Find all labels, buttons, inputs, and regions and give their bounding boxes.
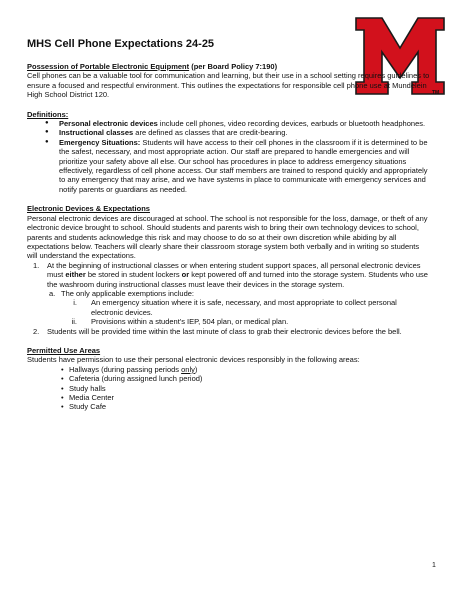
item-text: Provisions within a student's IEP, 504 plan, or medical plan. [91,317,289,327]
definition-text: are defined as classes that are credit-bearing. [133,128,288,138]
permitted-areas-list [27,365,431,412]
list-item [47,128,431,137]
list-item: • Cafeteria (during assigned lunch period) [61,374,431,383]
definition-term: Instructional classes [59,128,134,138]
list-item: • Study Cafe [61,402,431,411]
item-text: At the beginning of instructional classes or when entering student support spaces, all personal electronic devices must [47,260,421,280]
list-item [47,138,431,194]
item-text: The only applicable exemptions include: [61,288,194,298]
document-body [27,62,431,412]
definition-term: Personal electronic devices [59,119,158,129]
item-text: Hallways (during passing periods [69,364,182,374]
definitions-list [27,119,431,194]
definition-text: include cell phones, video recording devices, earbuds or bluetooth headphones. [157,119,426,129]
item-emphasis: only [181,364,195,374]
page-number: 1 [432,562,436,569]
item-text: An emergency situation where it is safe, necessary, and most appropriate to collect personal electronic devices. [91,298,397,317]
item-text: kept powered off and turned into the storage system. Students who use the washroom during instructional classes must leave their devices in the storage system. [47,270,428,289]
list-marker: ii. [71,317,77,327]
item-text: ) [194,364,198,374]
numbered-item-2 [33,327,431,336]
roman-item-ii [63,317,431,326]
list-item: • Media Center [61,393,431,402]
item-emphasis: or [181,270,190,280]
possession-body: Cell phones can be a valuable tool for communication and learning, but their use in a school setting requires guidelines to ensure a focused and respectful environment. This outlines the expectations for responsible cell phone use at Mundelein High School District 120. [27,71,430,100]
trademark-mark: TM [432,90,440,96]
possession-heading [27,62,431,71]
list-marker: 2. [33,326,40,336]
devices-heading: Electronic Devices & Expectations [27,204,150,214]
list-item: • Study halls [61,384,431,393]
definition-text: Students will have access to their cell phones in the classroom if it is determined to be the safest, necessary, and most appropriate action. Our staff are prepared to handle emergencies and will prioritize your safety above all else. Our school has procedures in place to address emergency situations effectively, regardless of cell phone access. Our staff members are trained to respond quickly and appropriately to any emergency that may arise, and we have systems in place to communicate with emergency services and notify parents or guardians as needed. [59,137,428,194]
list-item [47,119,431,128]
possession-heading-policy: (per Board Policy 7:190) [189,62,278,71]
permitted-body: Students have permission to use their personal electronic devices responsibly in the following areas: [27,355,360,365]
list-marker: 1. [33,260,40,270]
item-emphasis: either [65,270,86,280]
devices-body: Personal electronic devices are discouraged at school. The school is not responsible for the loss, damage, or theft of any electronic device brought to school. Should students and parents wish to bring their own technology devices to school, parents and students acknowledge this risk and may choose to do so at their own discretion while abiding by all expectations below. Teachers will clearly share their classroom storage system both verbally and in writing so students will understand the expectations. [27,213,428,261]
possession-heading-title: Possession of Portable Electronic Equipment [27,62,190,71]
list-item [61,365,431,374]
roman-item-i [63,298,431,317]
definitions-heading: Definitions: [27,109,69,119]
list-marker: a. [49,288,56,298]
page-title: MHS Cell Phone Expectations 24-25 [27,38,215,50]
item-text: Students will be provided time within the last minute of class to grab their electronic devices before the bell. [47,326,402,336]
sub-item-a [49,289,431,298]
definition-term: Emergency Situations: [59,137,141,147]
item-text: be stored in student lockers [85,270,182,280]
list-marker: i. [73,298,77,308]
permitted-heading: Permitted Use Areas [27,345,101,355]
numbered-item-1 [33,261,431,289]
